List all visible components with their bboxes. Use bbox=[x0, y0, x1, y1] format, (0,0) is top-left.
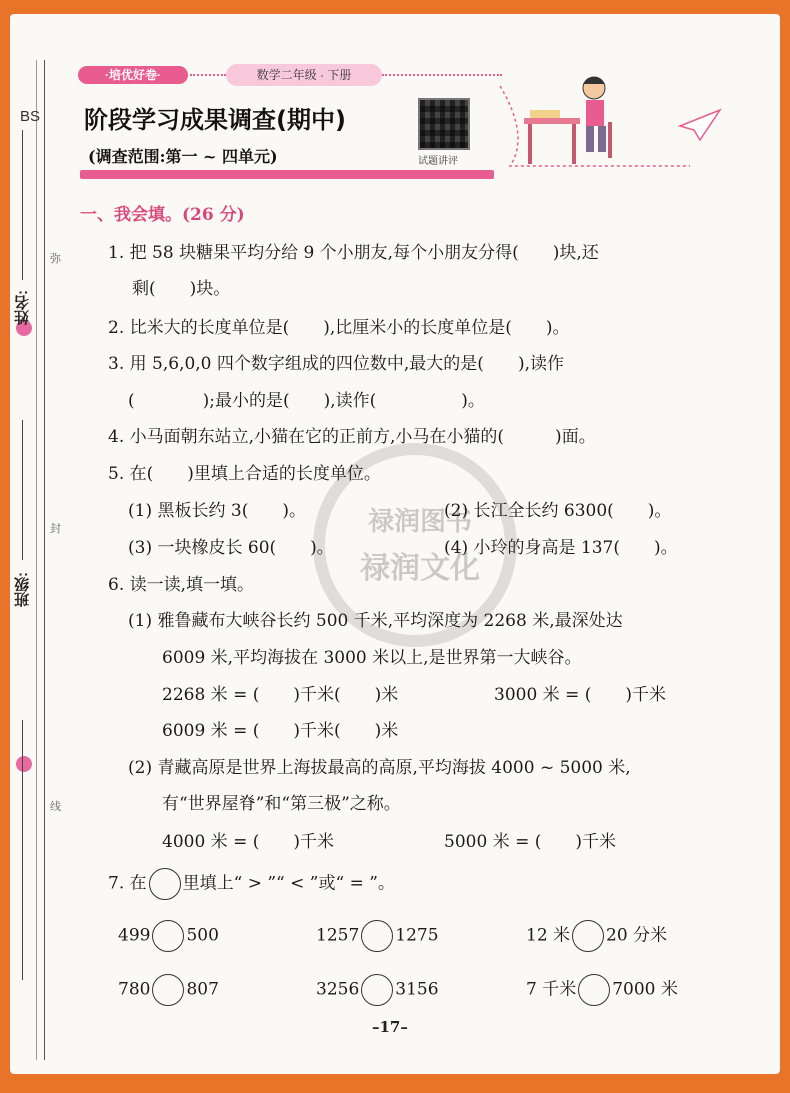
question-line: 3000 米 = ( )千米 bbox=[494, 685, 666, 705]
question-line: 6. 读一读,填一填。 bbox=[108, 575, 255, 595]
seal-char-feng: 封 bbox=[50, 522, 61, 535]
question-line: 5000 米 = ( )千米 bbox=[444, 832, 616, 852]
dotted-connector bbox=[190, 74, 226, 76]
compare-item: 780 807 bbox=[118, 974, 219, 1006]
seal-char-xian: 线 bbox=[50, 800, 61, 813]
question-line: 2268 米 = ( )千米( )米 bbox=[162, 685, 399, 705]
question-line: 3. 用 5,6,0,0 四个数字组成的四位数中,最大的是( ),读作 bbox=[108, 354, 564, 374]
page-title: 阶段学习成果调查(期中) bbox=[84, 106, 346, 134]
compare-answer-circle[interactable] bbox=[361, 920, 393, 952]
question-7-instruction bbox=[108, 868, 395, 900]
question-line: (4) 小玲的身高是 137( )。 bbox=[444, 538, 678, 558]
question-line: (2) 长江全长约 6300( )。 bbox=[444, 501, 672, 521]
compare-item: 3256 3156 bbox=[316, 974, 439, 1006]
seal-char-mi: 弥 bbox=[50, 252, 61, 265]
q7-suffix: 里填上“ > ”“ < ”或“ = ”。 bbox=[182, 873, 395, 894]
page-number: –17– bbox=[372, 1018, 408, 1036]
compare-answer-circle[interactable] bbox=[578, 974, 610, 1006]
q7-prefix: 7. 在 bbox=[108, 873, 147, 894]
question-line: 有“世界屋脊”和“第三极”之称。 bbox=[162, 794, 401, 814]
compare-circle-example bbox=[149, 868, 181, 900]
watermark-line1: 禄润图书 bbox=[367, 507, 473, 537]
exam-scope: (调查范围:第一 ~ 四单元) bbox=[88, 147, 278, 166]
question-line: (2) 青藏高原是世界上海拔最高的高原,平均海拔 4000 ~ 5000 米, bbox=[128, 758, 631, 778]
qr-label: 试题讲评 bbox=[418, 156, 458, 167]
edition-mark: BS bbox=[20, 108, 41, 125]
question-line: 5. 在( )里填上合适的长度单位。 bbox=[108, 464, 381, 484]
question-line: (3) 一块橡皮长 60( )。 bbox=[128, 538, 334, 558]
dotted-connector bbox=[382, 74, 502, 76]
binding-line-outer bbox=[36, 60, 37, 1060]
question-line: 2. 比米大的长度单位是( ),比厘米小的长度单位是( )。 bbox=[108, 318, 570, 338]
question-line: 4000 米 = ( )千米 bbox=[162, 832, 334, 852]
class-field[interactable] bbox=[22, 420, 23, 560]
question-line: (1) 黑板长约 3( )。 bbox=[128, 501, 306, 521]
compare-item: 1257 1275 bbox=[316, 920, 439, 952]
binding-line bbox=[44, 60, 45, 1060]
compare-answer-circle[interactable] bbox=[152, 974, 184, 1006]
name-label: 姓名: bbox=[14, 290, 31, 325]
series-badge: ·培优好卷· bbox=[78, 66, 188, 84]
question-line: 6009 米,平均海拔在 3000 米以上,是世界第一大峡谷。 bbox=[162, 648, 582, 668]
title-underline-band bbox=[80, 170, 494, 179]
section-heading: 一、我会填。(26 分) bbox=[80, 205, 245, 225]
watermark-line2: 禄润文化 bbox=[360, 551, 480, 586]
school-field[interactable] bbox=[22, 720, 23, 980]
compare-item: 7 千米 7000 米 bbox=[526, 974, 678, 1006]
name-field[interactable] bbox=[22, 130, 23, 280]
compare-answer-circle[interactable] bbox=[572, 920, 604, 952]
question-line: 剩( )块。 bbox=[132, 279, 231, 299]
question-line: 1. 把 58 块糖果平均分给 9 个小朋友,每个小朋友分得( )块,还 bbox=[108, 243, 599, 263]
question-line: 4. 小马面朝东站立,小猫在它的正前方,小马在小猫的( )面。 bbox=[108, 427, 596, 447]
qr-code-icon[interactable] bbox=[418, 98, 470, 150]
class-label: 班级: bbox=[14, 572, 31, 607]
compare-answer-circle[interactable] bbox=[152, 920, 184, 952]
compare-answer-circle[interactable] bbox=[361, 974, 393, 1006]
student-desk-illustration-icon bbox=[490, 66, 730, 176]
question-line: (1) 雅鲁藏布大峡谷长约 500 千米,平均深度为 2268 米,最深处达 bbox=[128, 611, 623, 631]
grade-label: 数学二年级 · 下册 bbox=[226, 64, 382, 86]
compare-item: 499 500 bbox=[118, 920, 219, 952]
question-line: ( );最小的是( ),读作( )。 bbox=[128, 391, 485, 411]
compare-item: 12 米 20 分米 bbox=[526, 920, 667, 952]
question-line: 6009 米 = ( )千米( )米 bbox=[162, 721, 399, 741]
binding-hole bbox=[16, 756, 32, 772]
